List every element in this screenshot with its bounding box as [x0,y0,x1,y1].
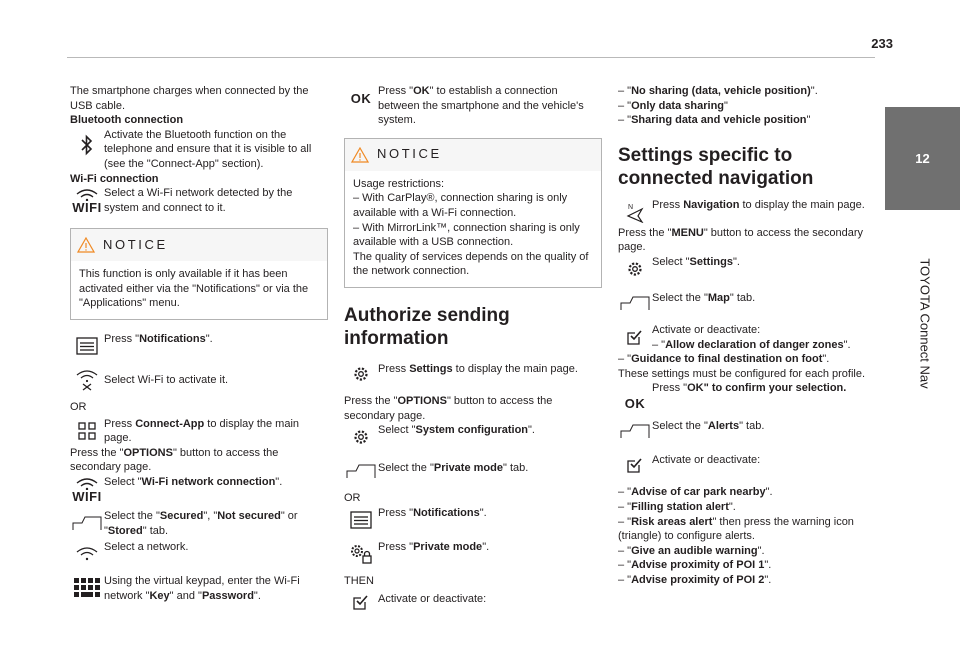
profile-text: These settings must be configured for each profile. [618,367,866,380]
only-data-sharing-option: Only data sharing [631,99,725,112]
tab-icon [618,417,652,445]
text: " [724,99,728,112]
text: Press " [652,382,688,395]
text: ". [253,589,261,602]
text: " and " [169,589,202,602]
text: ". [275,475,283,488]
text: " button to access the secondary page. [618,226,864,254]
or-label: OR [344,492,361,505]
text: Press " [378,540,414,553]
text: Select the " [652,420,708,433]
text: Press [104,417,136,430]
text: – " [618,85,632,97]
stored-label: Stored [107,524,143,537]
checkbox-icon [618,451,652,479]
text: – " [618,353,632,366]
notice-text: This function is only available if it has been activated either via the "Notifications" or via the "Applications" menu. [79,268,309,310]
options-label: OPTIONS [123,446,173,459]
text: ". [732,255,740,268]
text: – " [618,114,632,127]
text: ". [205,332,213,345]
text: – " [618,573,632,586]
notice-line: – With CarPlay®, connection sharing is only available with a Wi-Fi connection. [353,192,568,219]
activate-text: Activate or deactivate: [378,593,487,606]
text: " or " [104,509,298,537]
wifi-select-icon [70,540,104,568]
usb-charge-text: The smartphone charges when connected by the USB cable. [70,85,309,112]
text: ". [479,506,487,519]
text: " tab. [739,420,765,433]
text: – " [618,515,632,528]
wifi-off-icon [70,366,104,394]
text: ". [843,338,851,351]
text: – " [618,500,632,513]
column-1 [70,84,328,609]
page-number: 233 [871,36,893,51]
text: ". [764,559,772,572]
risk-areas-option: Risk areas alert [631,515,713,528]
system-configuration-label: System configuration [415,424,529,437]
text: Select the " [652,291,708,304]
text: Select the " [104,509,160,522]
text: ". [822,353,830,366]
text: ", " [203,509,218,522]
sharing-data-position-option: Sharing data and vehicle position [631,114,807,127]
text: Press " [104,332,140,345]
not-secured-label: Not secured [217,509,281,522]
text: ". [528,424,535,437]
text: " tab. [502,462,529,475]
private-mode-label: Private mode [413,540,483,553]
text: – " [652,338,666,351]
bluetooth-heading: Bluetooth connection [70,114,184,127]
text: " button to access the secondary page. [70,446,279,474]
column-2 [344,84,602,622]
car-park-option: Advise of car park nearby [631,486,766,499]
text: – " [618,486,632,499]
text: " to establish a connection between the smartphone and the vehicle's system. [378,85,584,127]
text: Press the " [70,446,124,459]
text: " tab. [729,291,756,304]
map-tab-label: Map [707,291,730,304]
wifi-icon-label: WIFI [72,199,102,215]
settings-label: Settings [689,255,733,268]
wifi-network-connection-label: Wi-Fi network connection [141,475,276,488]
svg-text:N: N [628,203,634,211]
section-tab: 12 [885,107,960,210]
text: Select " [378,424,416,437]
text: Select " [104,475,142,488]
text: ". [757,544,765,557]
tab-icon [344,457,378,485]
text: – " [618,99,632,112]
text: " tab. [142,524,169,537]
connect-app-icon [70,417,104,445]
wifi-text: Select a Wi-Fi network detected by the system and connect to it. [104,187,293,214]
key-label: Key [149,589,170,602]
text: Press [652,198,684,211]
alerts-tab-label: Alerts [707,420,740,433]
text: " [806,114,811,127]
ok-label: OK [413,85,430,97]
guidance-foot-option: Guidance to final destination on foot [631,353,823,366]
wifi-icon-label: WIFI [72,488,102,504]
text: ". [810,85,818,97]
audible-warning-option: Give an audible warning [631,544,758,557]
bluetooth-text: Activate the Bluetooth function on the telephone and ensure that it is visible to all (see the "Connect-App" section). [104,128,312,170]
tab-icon [618,289,652,317]
keypad-icon [70,574,104,602]
notifications-label: Notifications [139,332,206,345]
options-label: OPTIONS [397,394,447,407]
password-label: Password [201,589,254,602]
confirm-selection-label: OK" to confirm your selection. [687,382,847,395]
text: ". [764,573,772,586]
menu-label: MENU [671,226,704,239]
top-rule [67,57,875,58]
no-sharing-option: No sharing (data, vehicle position) [631,85,811,97]
system-config-gear-icon [344,423,378,451]
wifi-heading: Wi-Fi connection [70,172,159,185]
notice-line: – With MirrorLink™, connection sharing is only available with a USB connection. [353,221,580,249]
settings-label: Settings [409,362,453,375]
select-network-text: Select a network. [104,541,189,554]
bluetooth-icon [70,128,104,162]
warning-icon [351,147,369,163]
text: to display the main page. [452,362,578,375]
text: Press " [378,506,414,519]
select-wifi-text: Select Wi-Fi to activate it. [104,373,229,386]
text: ". [482,540,490,553]
text: Press " [378,85,414,97]
tab-icon [70,509,104,537]
notice-box-notifications [70,228,328,320]
ok-icon-label: OK [624,395,646,411]
poi-1-option: Advise proximity of POI 1 [631,559,765,572]
danger-zones-option: Allow declaration of danger zones [665,338,844,351]
text: Using the virtual keypad, enter the Wi-Fi network " [104,575,300,602]
private-mode-icon [344,540,378,568]
wifi-network-icon [70,475,104,507]
section-title-text: TOYOTA Connect Nav [917,257,933,389]
notifications-label: Notifications [413,506,480,519]
or-label: OR [70,400,87,413]
column-3 [618,84,876,588]
notice-line: Usage restrictions: [353,177,445,190]
text: Select the " [378,462,434,475]
poi-2-option: Advise proximity of POI 2 [631,573,765,586]
authorize-heading: Authorize sending information [344,304,510,349]
navigation-icon [618,198,652,226]
ok-icon [618,381,652,411]
notice-title: NOTICE [103,236,168,252]
connect-app-label: Connect-App [135,417,205,430]
section-title [895,218,955,428]
warning-icon [77,237,95,253]
text: ". [765,486,773,499]
filling-station-option: Filling station alert [631,500,729,513]
text: – " [618,544,632,557]
then-label: THEN [344,574,374,587]
text: ". [728,500,736,513]
notice-title: NOTICE [377,146,442,162]
text: Press the " [618,226,672,239]
notice-box-restrictions [344,138,602,288]
activate-text: Activate or deactivate: [652,454,761,467]
wifi-icon [70,186,104,218]
ok-icon-label: OK [350,90,372,106]
settings-nav-heading: Settings specific to connected navigation [618,144,814,189]
notifications-icon [70,332,104,360]
text: Select " [652,255,690,268]
text: " button to access the secondary page. [344,394,553,422]
text: Press [378,362,410,375]
notifications-icon [344,506,378,534]
secured-label: Secured [159,509,204,522]
text: – " [618,559,632,572]
settings-gear-icon [344,360,378,388]
checkbox-icon [344,588,378,616]
text: to display the main page. [739,198,865,211]
ok-icon [344,84,378,114]
private-mode-label: Private mode [433,462,503,475]
text: Press the " [344,394,398,407]
navigation-label: Navigation [683,198,740,211]
text: " then press the warning icon (triangle) to configure alerts. [618,515,854,543]
text: to display the main page. [104,417,300,445]
activate-text: Activate or deactivate: [652,323,761,336]
notice-line: The quality of services depends on the quality of the network connection. [353,250,589,278]
checkbox-icon [618,323,652,351]
settings-gear-icon [618,255,652,283]
